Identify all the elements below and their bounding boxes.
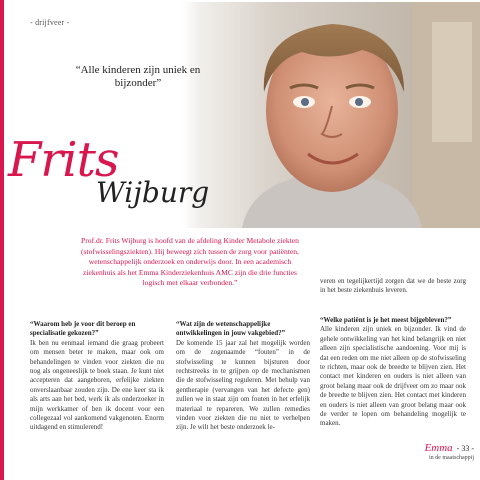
article-column-3	[320, 316, 466, 429]
section-tag: - drijfveer -	[30, 18, 70, 27]
name-last-heading: Wijburg	[96, 176, 210, 209]
article-column-1	[30, 320, 164, 433]
answer-1: Ik ben nu eenmaal iemand die graag probeert om mensen beter te maken, maar ook om behandelingen te vinden voor ziekten die nu nog als ongeneeslijk te boek staan. Je kunt niet accepteren dat aangeboren, erfelijke ziekten onverslaanbaar zouden zijn. De ene keer sta ik als arts aan het bed, werk ik als onderzoeker in mijn werkkamer of ben ik docent voor een collegezaal vol aankomend vakgenoten. Enorm uitdagend en stimulerend!	[30, 338, 164, 432]
footer-tagline: in de maatschappij	[429, 455, 474, 461]
answer-2: De komende 15 jaar zal het mogelijk worden om de zogenaamde “fouten” in de stofwisseling te kunnen bijsturen door rechtstreeks in te grijpen op de mechanismen die de stofwisseling reguleren. Met behulp van gentherapie (vervangen van het defecte gen) zullen we in staat zijn om fouten in het erfelijk materiaal te repareren. We zullen remedies vinden voor ziekten die nu niet te verhelpen zijn. Je wilt het beste onderzoek le-	[176, 338, 310, 432]
question-2: “Wat zijn de wetenschappelijke ontwikkelingen in jouw vakgebied?”	[176, 320, 286, 338]
question-1: “Waarom heb je voor dit beroep en specialisatie gekozen?”	[30, 320, 136, 338]
continued-paragraph: veren en tegelijkertijd zorgen dat we de beste zorg in het beste ziekenhuis leveren.	[320, 277, 466, 295]
page-number: - 33 -	[456, 444, 474, 453]
portrait-photo	[182, 2, 480, 228]
question-3: “Welke patiënt is je het meest bijgebleven?”	[320, 316, 452, 324]
answer-3: Alle kinderen zijn uniek en bijzonder. Ik vind de gehele ontwikkeling van het kind belangrijk en niet alleen zijn specialistische aandoening. Voor mij is dat een reden om me niet alleen op de stofwisseling te richten, maar ook de breedte te blijven zien. Het contact met kinderen en ouders is niet alleen van groot belang maar ook de drijfveer om zo maar ook de breedte te blijven zien. Het contact met kinderen en ouders is niet alleen van groot belang maar ook de verder te lopen om behandeling mogelijk te maken.	[320, 325, 466, 428]
intro-paragraph: Prof.dr. Frits Wijburg is hoofd van de afdeling Kinder Metabole ziekten (stofwisselingsziekten). Hij beweegt zich tussen de zorg voor patiënten, wetenschappelijk onderzoek en onderwijs door. In een academisch ziekenhuis als het Emma Kinderziekenhuis AMC zijn die drie functies logisch met elkaar verbonden.”	[81, 236, 299, 288]
article-column-2	[176, 320, 310, 433]
name-first-heading: Frits	[8, 132, 119, 188]
accent-edge-bar	[0, 0, 4, 480]
page-footer	[398, 438, 474, 461]
pull-quote: “Alle kinderen zijn uniek en bijzonder”	[75, 64, 201, 89]
footer-brand: Emma	[424, 442, 453, 454]
portrait-illustration	[182, 2, 480, 228]
